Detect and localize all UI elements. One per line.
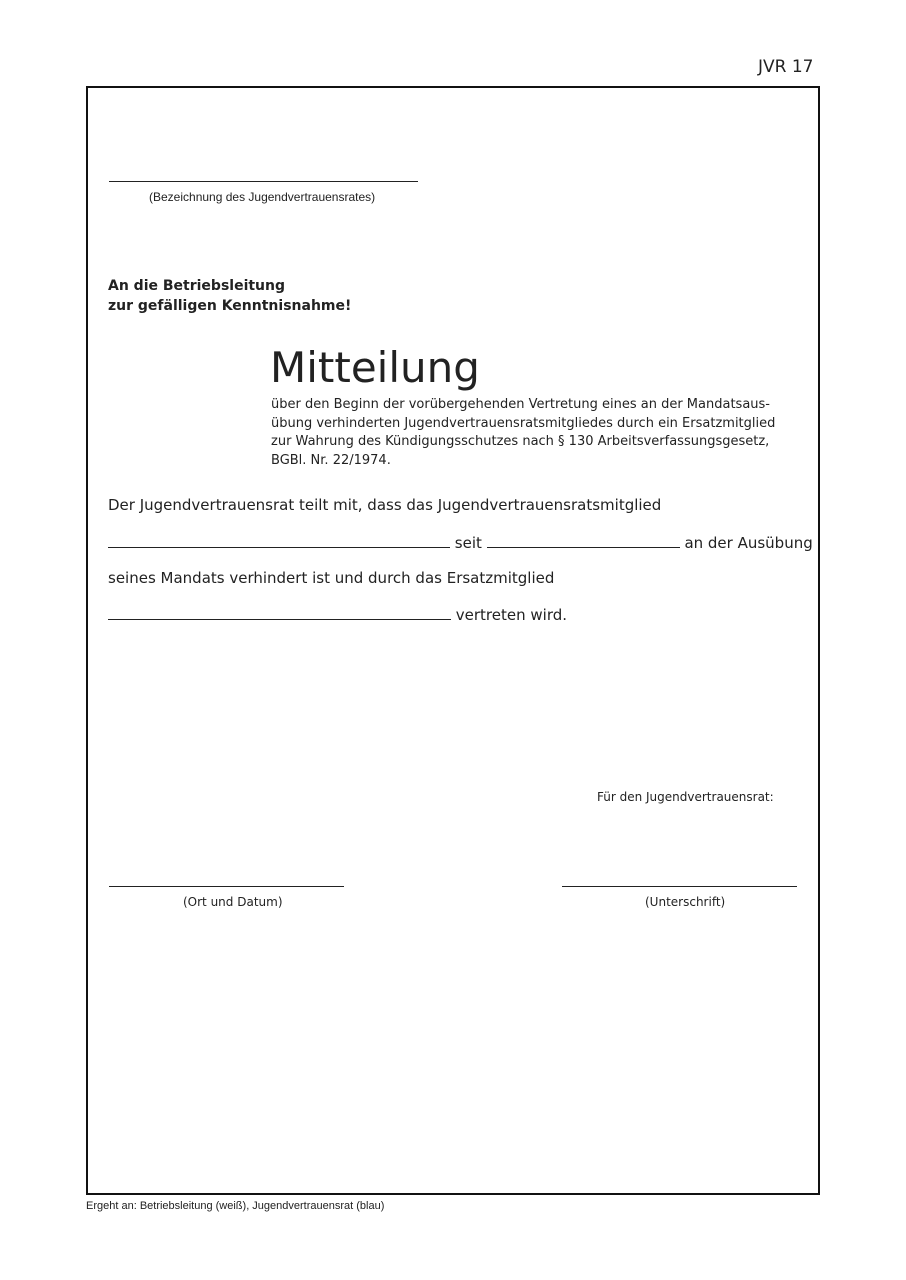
sender-caption: (Bezeichnung des Jugendvertrauensrates) — [149, 190, 376, 204]
addressee-line-2: zur gefälligen Kenntnisnahme! — [108, 298, 352, 314]
subtitle-line: über den Beginn der vorübergehenden Vertretung eines an der Mandatsaus- — [271, 397, 770, 412]
member-name-field[interactable] — [108, 533, 450, 548]
notice-subtitle — [271, 396, 775, 470]
represented-text: vertreten wird. — [455, 606, 568, 624]
signature-line[interactable] — [562, 886, 797, 887]
since-date-field[interactable] — [487, 533, 680, 548]
body-intro: Der Jugendvertrauensrat teilt mit, dass das Jugendvertrauensratsmitglied — [108, 496, 662, 514]
form-id: JVR 17 — [758, 57, 814, 77]
since-word: seit — [454, 534, 482, 552]
subtitle-line: zur Wahrung des Kündigungsschutzes nach § 130 Arbeitsverfassungsgesetz, — [271, 434, 770, 449]
addressee-block — [108, 276, 351, 316]
place-date-line[interactable] — [109, 886, 344, 887]
place-date-caption: (Ort und Datum) — [183, 895, 283, 909]
form-frame — [86, 86, 820, 1195]
sender-name-line[interactable] — [109, 181, 418, 182]
signature-for-label: Für den Jugendvertrauensrat: — [597, 790, 774, 804]
body-line-2 — [108, 533, 813, 552]
subtitle-line: BGBl. Nr. 22/1974. — [271, 452, 391, 468]
addressee-line-1: An die Betriebsleitung — [108, 278, 286, 294]
body-line-4 — [108, 605, 567, 624]
distribution-note: Ergeht an: Betriebsleitung (weiß), Jugendvertrauensrat (blau) — [86, 1200, 385, 1212]
notice-title: Mitteilung — [270, 343, 480, 392]
body-line-3: seines Mandats verhindert ist und durch das Ersatzmitglied — [108, 569, 555, 587]
exercise-text: an der Ausübung — [684, 534, 813, 552]
signature-caption: (Unterschrift) — [645, 895, 726, 909]
substitute-name-field[interactable] — [108, 605, 451, 620]
subtitle-line: übung verhinderten Jugendvertrauensratsmitgliedes durch ein Ersatzmitglied — [271, 415, 776, 431]
